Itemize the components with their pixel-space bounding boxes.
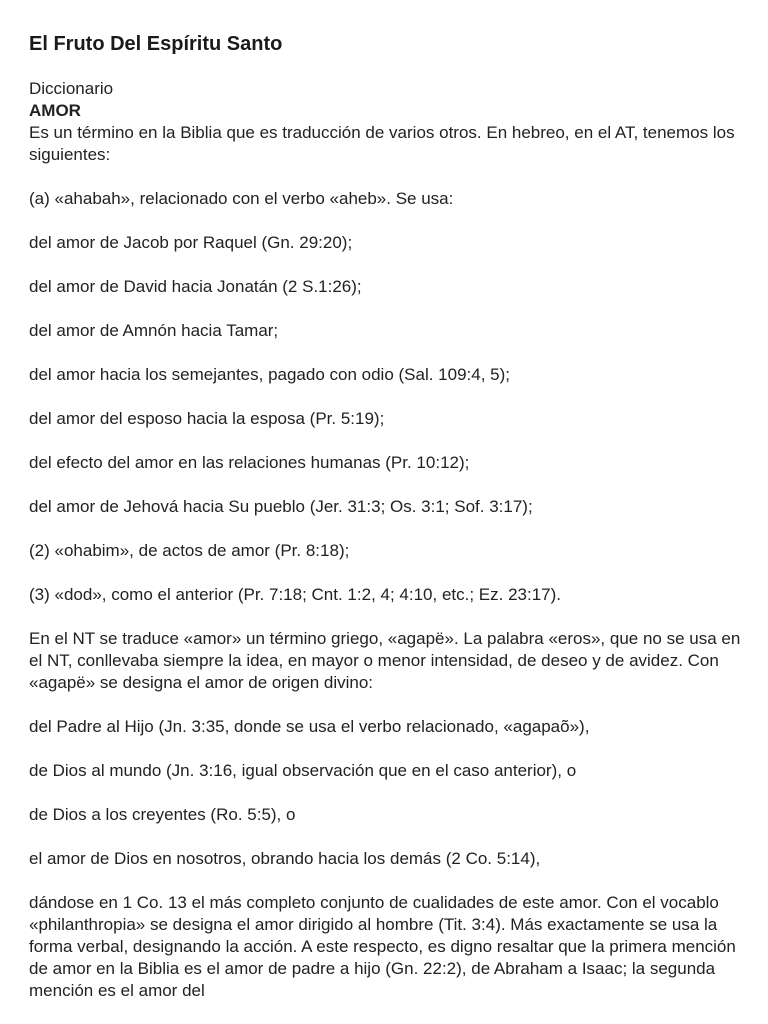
paragraph-padre-hijo: del Padre al Hijo (Jn. 3:35, donde se usa el verbo relacionado, «agapaõ»), (29, 717, 590, 736)
paragraph-nosotros: el amor de Dios en nosotros, obrando hacia los demás (2 Co. 5:14), (29, 849, 541, 868)
paragraph-creyentes: de Dios a los creyentes (Ro. 5:5), o (29, 805, 296, 824)
paragraph-jehova: del amor de Jehová hacia Su pueblo (Jer. 31:3; Os. 3:1; Sof. 3:17); (29, 497, 533, 516)
paragraph-ahabah: (a) «ahabah», relacionado con el verbo «aheb». Se usa: (29, 189, 454, 208)
document-page (29, 30, 741, 1002)
paragraph-david: del amor de David hacia Jonatán (2 S.1:26); (29, 277, 362, 296)
paragraph-intro: Es un término en la Biblia que es traducción de varios otros. En hebreo, en el AT, tenemos los siguientes: (29, 123, 735, 164)
term-heading: AMOR (29, 101, 81, 120)
paragraph-ohabim: (2) «ohabim», de actos de amor (Pr. 8:18); (29, 541, 350, 560)
paragraph-semejantes: del amor hacia los semejantes, pagado con odio (Sal. 109:4, 5); (29, 365, 511, 384)
paragraph-dios-mundo: de Dios al mundo (Jn. 3:16, igual observación que en el caso anterior), o (29, 761, 577, 780)
paragraph-nt: En el NT se traduce «amor» un término griego, «agapë». La palabra «eros», que no se usa en el NT, conllevaba siempre la idea, en mayor o menor intensidad, de deseo y de avidez. Con «agapë» se designa el amor de origen divino: (29, 629, 741, 692)
paragraph-dod: (3) «dod», como el anterior (Pr. 7:18; Cnt. 1:2, 4; 4:10, etc.; Ez. 23:17). (29, 585, 562, 604)
paragraph-efecto: del efecto del amor en las relaciones humanas (Pr. 10:12); (29, 453, 470, 472)
paragraph-jacob: del amor de Jacob por Raquel (Gn. 29:20); (29, 233, 353, 252)
section-label: Diccionario (29, 79, 114, 98)
document-title: El Fruto Del Espíritu Santo (29, 33, 283, 55)
paragraph-corintios: dándose en 1 Co. 13 el más completo conjunto de cualidades de este amor. Con el vocablo «philanthropia» se designa el amor dirigido al hombre (Tit. 3:4). Más exactamente se usa la forma verbal, designando la acción. A este respecto, es digno resaltar que la primera mención de amor en la Biblia es el amor de padre a hijo (Gn. 22:2), de Abraham a Isaac; la segunda mención es el amor del (29, 893, 736, 1000)
paragraph-amnon: del amor de Amnón hacia Tamar; (29, 321, 279, 340)
paragraph-esposo: del amor del esposo hacia la esposa (Pr. 5:19); (29, 409, 385, 428)
